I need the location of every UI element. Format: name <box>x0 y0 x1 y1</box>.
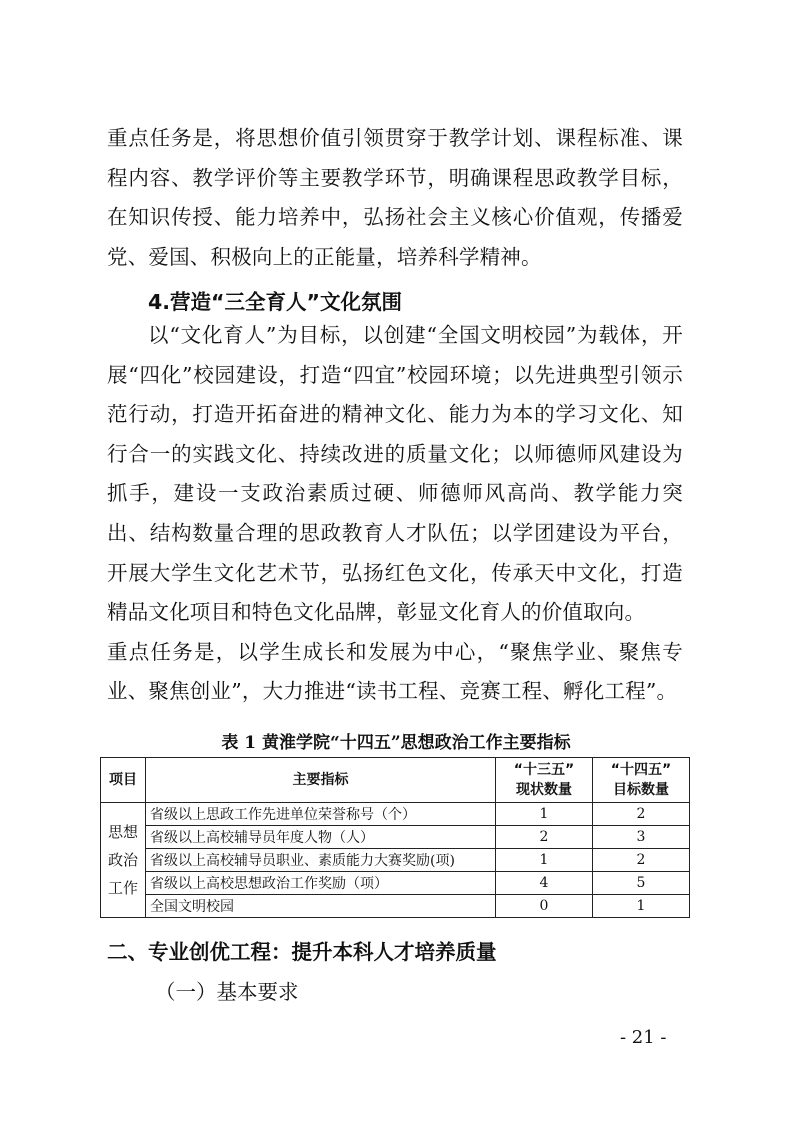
target-cell: 1 <box>593 895 690 918</box>
category-cell: 思想政治工作 <box>101 803 146 918</box>
header-indicator: 主要指标 <box>146 758 496 803</box>
target-cell: 2 <box>593 803 690 826</box>
paragraph-key-tasks-1 <box>107 119 683 277</box>
table-caption: 表 1 黄淮学院“十四五”思想政治工作主要指标 <box>221 733 571 753</box>
header-target <box>593 758 690 803</box>
indicator-cell: 全国文明校园 <box>146 895 496 918</box>
header-target-line2: 目标数量 <box>613 782 669 798</box>
indicator-cell: 省级以上高校辅导员职业、素质能力大赛奖励(项) <box>146 849 496 872</box>
table-row <box>101 849 690 872</box>
target-cell: 5 <box>593 872 690 895</box>
header-current-line2: 现状数量 <box>516 782 572 798</box>
header-target-line1: “十四五” <box>610 762 672 778</box>
current-cell: 0 <box>496 895 593 918</box>
subsection-heading: （一）基本要求 <box>155 980 299 1004</box>
header-current-line1: “十三五” <box>513 762 575 778</box>
current-cell: 1 <box>496 849 593 872</box>
indicator-table <box>100 757 690 918</box>
subheading-culture: 4.营造“三全育人”文化氛围 <box>148 290 402 314</box>
current-cell: 2 <box>496 826 593 849</box>
indicator-cell: 省级以上高校辅导员年度人物（人） <box>146 826 496 849</box>
target-cell: 2 <box>593 849 690 872</box>
header-item: 项目 <box>101 758 146 803</box>
target-cell: 3 <box>593 826 690 849</box>
paragraph-key-tasks-2: 重点任务是，以学生成长和发展为中心，“聚焦学业、聚焦专业、聚焦创业”，大力推进“读书工程、竞赛工程、孵化工程”。 <box>107 639 683 704</box>
current-cell: 4 <box>496 872 593 895</box>
paragraph-text: 以“文化育人”为目标，以创建“全国文明校园”为载体，开展“四化”校园建设，打造“四宜”校园环境；以先进典型引领示范行动，打造开拓奋进的精神文化、能力为本的学习文化、知行合一的实践文化、持续改进的质量文化；以师德师风建设为抓手，建设一支政治素质过硬、师德师风高尚、教学能力突出、结构数量合理的思政教育人才队伍；以学团建设为平台，开展大学生文化艺术节，弘扬红色文化，传承天中文化，打造精品文化项目和特色文化品牌，彰显文化育人的价值取向。 <box>107 323 683 625</box>
current-cell: 1 <box>496 803 593 826</box>
paragraph-text: 重点任务是，将思想价值引领贯穿于教学计划、课程标准、课程内容、教学评价等主要教学环节，明确课程思政教学目标，在知识传授、能力培养中，弘扬社会主义核心价值观，传播爱党、爱国、积极向上的正能量，培养科学精神。 <box>107 126 683 269</box>
table-row <box>101 826 690 849</box>
table-row <box>101 895 690 918</box>
header-current <box>496 758 593 803</box>
paragraph-culture <box>107 316 683 712</box>
table-header-row <box>101 758 690 803</box>
page-number: - 21 - <box>620 1027 667 1048</box>
indicator-cell: 省级以上高校思想政治工作奖励（项） <box>146 872 496 895</box>
indicator-cell: 省级以上思政工作先进单位荣誉称号（个） <box>146 803 496 826</box>
table-row <box>101 803 690 826</box>
table-row <box>101 872 690 895</box>
section-heading: 二、专业创优工程：提升本科人才培养质量 <box>107 940 497 964</box>
